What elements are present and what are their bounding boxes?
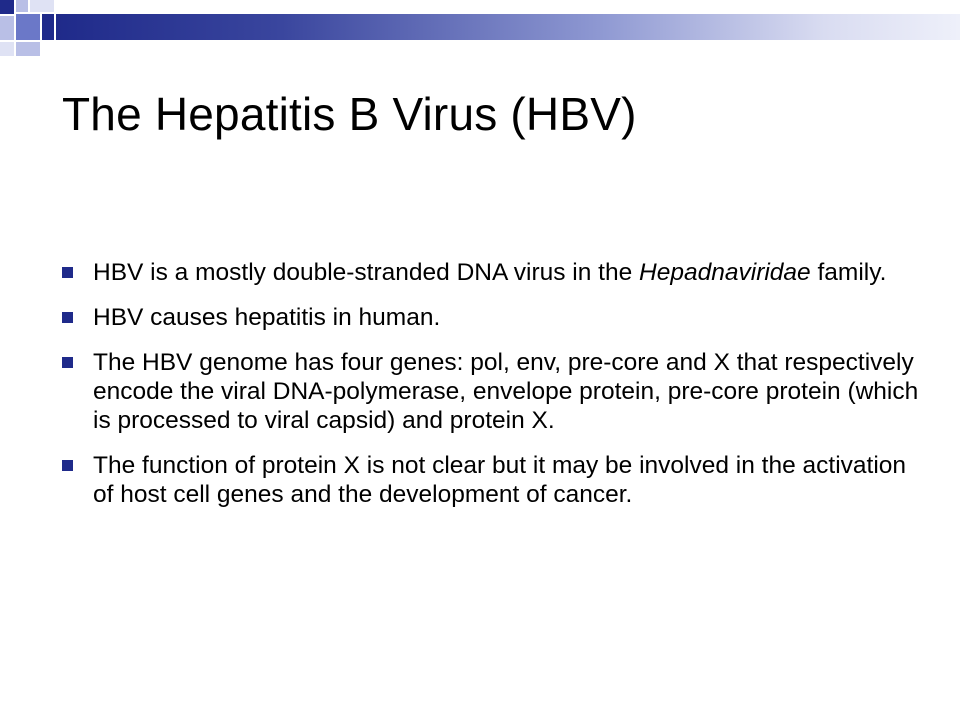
deco-square <box>16 0 28 12</box>
bullet-text <box>93 348 920 435</box>
bullet-text <box>93 303 920 332</box>
bullet-text <box>93 451 920 509</box>
square-bullet-icon <box>62 312 73 323</box>
bullet-text-part: HBV causes hepatitis in human. <box>93 304 441 331</box>
deco-square <box>30 0 54 12</box>
square-bullet-icon <box>62 460 73 471</box>
bullet-item <box>60 451 920 509</box>
bullet-item <box>60 348 920 435</box>
deco-square <box>42 14 54 40</box>
deco-square <box>0 16 14 40</box>
deco-square <box>0 42 14 56</box>
bullet-text-part: The function of protein X is not clear but it may be involved in the activation of host cell genes and the development of cancer. <box>93 452 907 508</box>
square-bullet-icon <box>62 357 73 368</box>
slide-title: The Hepatitis B Virus (HBV) <box>62 88 637 140</box>
deco-square <box>16 14 40 40</box>
bullet-text-italic: Hepadnaviridae <box>639 259 811 286</box>
bullet-item <box>60 303 920 332</box>
deco-square <box>0 0 14 14</box>
bullet-text-part: family. <box>810 259 887 286</box>
bullet-text <box>93 258 920 287</box>
bullet-text-part: HBV is a mostly double-stranded DNA virus in the <box>93 259 640 286</box>
header-gradient-bar <box>56 14 960 40</box>
bullet-list <box>60 258 920 525</box>
bullet-text-part: The HBV genome has four genes: pol, env, pre-core and X that respectively encode the viral DNA-polymerase, envelope protein, pre-core protein (which is processed to viral capsid) and protein X. <box>93 349 919 434</box>
bullet-item <box>60 258 920 287</box>
square-bullet-icon <box>62 267 73 278</box>
deco-square <box>16 42 40 56</box>
